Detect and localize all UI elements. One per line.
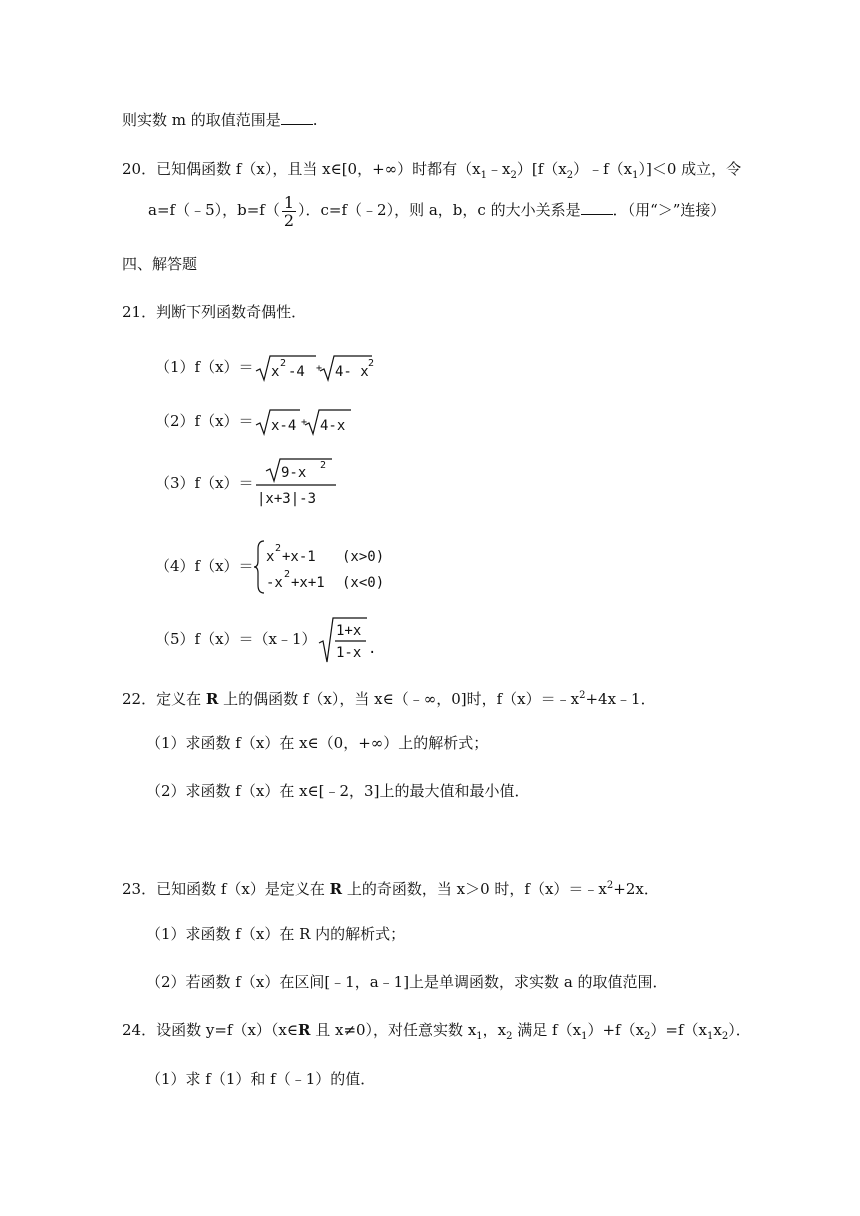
q22-text-c: +4x﹣1． (585, 690, 656, 708)
q24-real-set: R (297, 1021, 311, 1039)
sqrt-fraction-expression-5 (317, 615, 377, 665)
q20-line2 (148, 190, 725, 230)
math-text: 2 (367, 358, 374, 369)
q24-text-h: ）． (728, 1021, 751, 1039)
q23-part2: （2）若函数 f（x）在区间[﹣1，a﹣1]上是单调函数，求实数 a 的取值范围． (146, 973, 668, 991)
math-text: 1+x (335, 623, 361, 639)
q24-part1: （1）求 f（1）和 f（﹣1）的值． (146, 1070, 376, 1088)
sub: 1 (480, 170, 487, 181)
math-text: 1-x (335, 645, 361, 661)
q19-tail (122, 110, 318, 130)
q21-title: 21．判断下列函数奇偶性． (122, 303, 307, 321)
q24-text-f: ）=f（x (650, 1021, 708, 1039)
q24-text-c: ，x (482, 1021, 507, 1039)
sub: 2 (510, 170, 517, 181)
answer-blank (281, 110, 313, 125)
q24-text-g: x (713, 1021, 722, 1039)
sub: 1 (476, 1031, 483, 1042)
q21-item1-label: （1）f（x）＝ (155, 358, 254, 376)
q21-item3 (155, 456, 344, 511)
section-heading: 四、解答题 (122, 255, 198, 273)
q20-line1 (122, 159, 741, 186)
math-text: 2 (283, 569, 290, 580)
q20-number: 20． (122, 160, 157, 178)
q21-item2-label: （2）f（x）＝ (155, 412, 254, 430)
math-text: 2 (274, 543, 281, 554)
math-text: 9-x (280, 465, 306, 481)
q24-text-a: 24．设函数 y=f（x）（x∈ (122, 1021, 298, 1039)
q22-text-a: 22．定义在 (122, 690, 206, 708)
q20-text-e: ）]＜0 成立，令 (638, 160, 742, 178)
q20-text-a: 已知偶函数 f（x），且当 x∈[0，+∞）时都有（x (156, 160, 481, 178)
q20-line2-b: ）．c=f（﹣2），则 a，b，c 的大小关系是 (298, 201, 581, 219)
q20-text-d: ）﹣f（x (573, 160, 633, 178)
sub: 1 (707, 1031, 714, 1042)
q22-part1: （1）求函数 f（x）在 x∈（0，+∞）上的解析式； (146, 734, 489, 752)
math-text: x-4 (270, 418, 296, 434)
q21-item4-label: （4）f（x）＝ (155, 557, 254, 575)
math-text: +x+1 (290, 575, 325, 591)
q24-text-d: 满足 f（x (512, 1021, 582, 1039)
math-text: 2 (319, 460, 326, 471)
q20-line2-a: a=f（﹣5），b=f（ (148, 201, 280, 219)
math-text: 4-x (319, 418, 345, 434)
sub: 2 (566, 170, 574, 181)
q20-text-b: ﹣x (487, 160, 511, 178)
sub: 2 (644, 1031, 651, 1042)
fraction-expression-3 (254, 457, 344, 511)
sup: 2 (606, 880, 614, 891)
math-text: 2 (279, 358, 286, 369)
q22-part2: （2）求函数 f（x）在 x∈[﹣2，3]上的最大值和最小值． (146, 782, 530, 800)
math-text: + (315, 363, 322, 374)
math-text: -4 (287, 364, 305, 380)
sqrt-expression-1 (254, 353, 374, 383)
sup: 2 (579, 690, 586, 701)
q21-item3-label: （3）f（x）＝ (155, 474, 254, 492)
frac-num: 1 (283, 192, 295, 212)
math-text: (x<0) (341, 575, 384, 591)
sub: 1 (581, 1031, 588, 1042)
q20-line2-c: ．（用“＞”连接） (612, 201, 726, 219)
q22-real-set: R (205, 690, 219, 708)
frac-den: 2 (283, 210, 295, 230)
math-text: +x-1 (281, 549, 316, 565)
math-text: + (300, 417, 307, 428)
q21-item2 (155, 406, 354, 437)
q24-text-e: ）+f（x (587, 1021, 645, 1039)
piecewise-expression-4 (254, 539, 394, 595)
math-text: x (270, 364, 279, 380)
q22-title (122, 686, 656, 709)
q20-text-c: ）[f（x (516, 160, 567, 178)
q22-text-b: 上的偶函数 f（x），当 x∈（﹣∞，0]时，f（x）＝﹣x (218, 690, 580, 708)
q19-text: 则实数 m 的取值范围是 (122, 111, 281, 129)
q19-end: . (312, 111, 318, 129)
sub: 2 (721, 1031, 729, 1042)
fraction-half (282, 194, 296, 229)
q23-text-b: 上的奇函数，当 x＞0 时，f（x）＝﹣x (342, 880, 607, 898)
answer-blank (581, 200, 613, 215)
sub: 2 (506, 1031, 513, 1042)
q23-part1: （1）求函数 f（x）在 R 内的解析式； (146, 925, 406, 943)
math-text: -x (265, 575, 283, 591)
sub: 1 (632, 170, 639, 181)
q24-title (122, 1020, 751, 1047)
q21-item5-label: （5）f（x）＝（x﹣1） (155, 630, 317, 648)
math-text: 4- x (334, 364, 369, 380)
math-text: x (265, 549, 274, 565)
q21-item1 (155, 352, 374, 383)
q23-title (122, 876, 659, 899)
q24-text-b: 且 x≠0），对任意实数 x (310, 1021, 477, 1039)
q21-item4 (155, 538, 394, 595)
q23-text-c: +2x． (613, 880, 659, 898)
q23-text-a: 23．已知函数 f（x）是定义在 (122, 880, 330, 898)
math-text: . (367, 641, 376, 657)
math-text: (x>0) (341, 549, 384, 565)
math-text: |x+3|-3 (256, 491, 316, 507)
q23-real-set: R (329, 880, 343, 898)
sqrt-expression-2 (254, 407, 354, 437)
q21-item5 (155, 614, 377, 665)
